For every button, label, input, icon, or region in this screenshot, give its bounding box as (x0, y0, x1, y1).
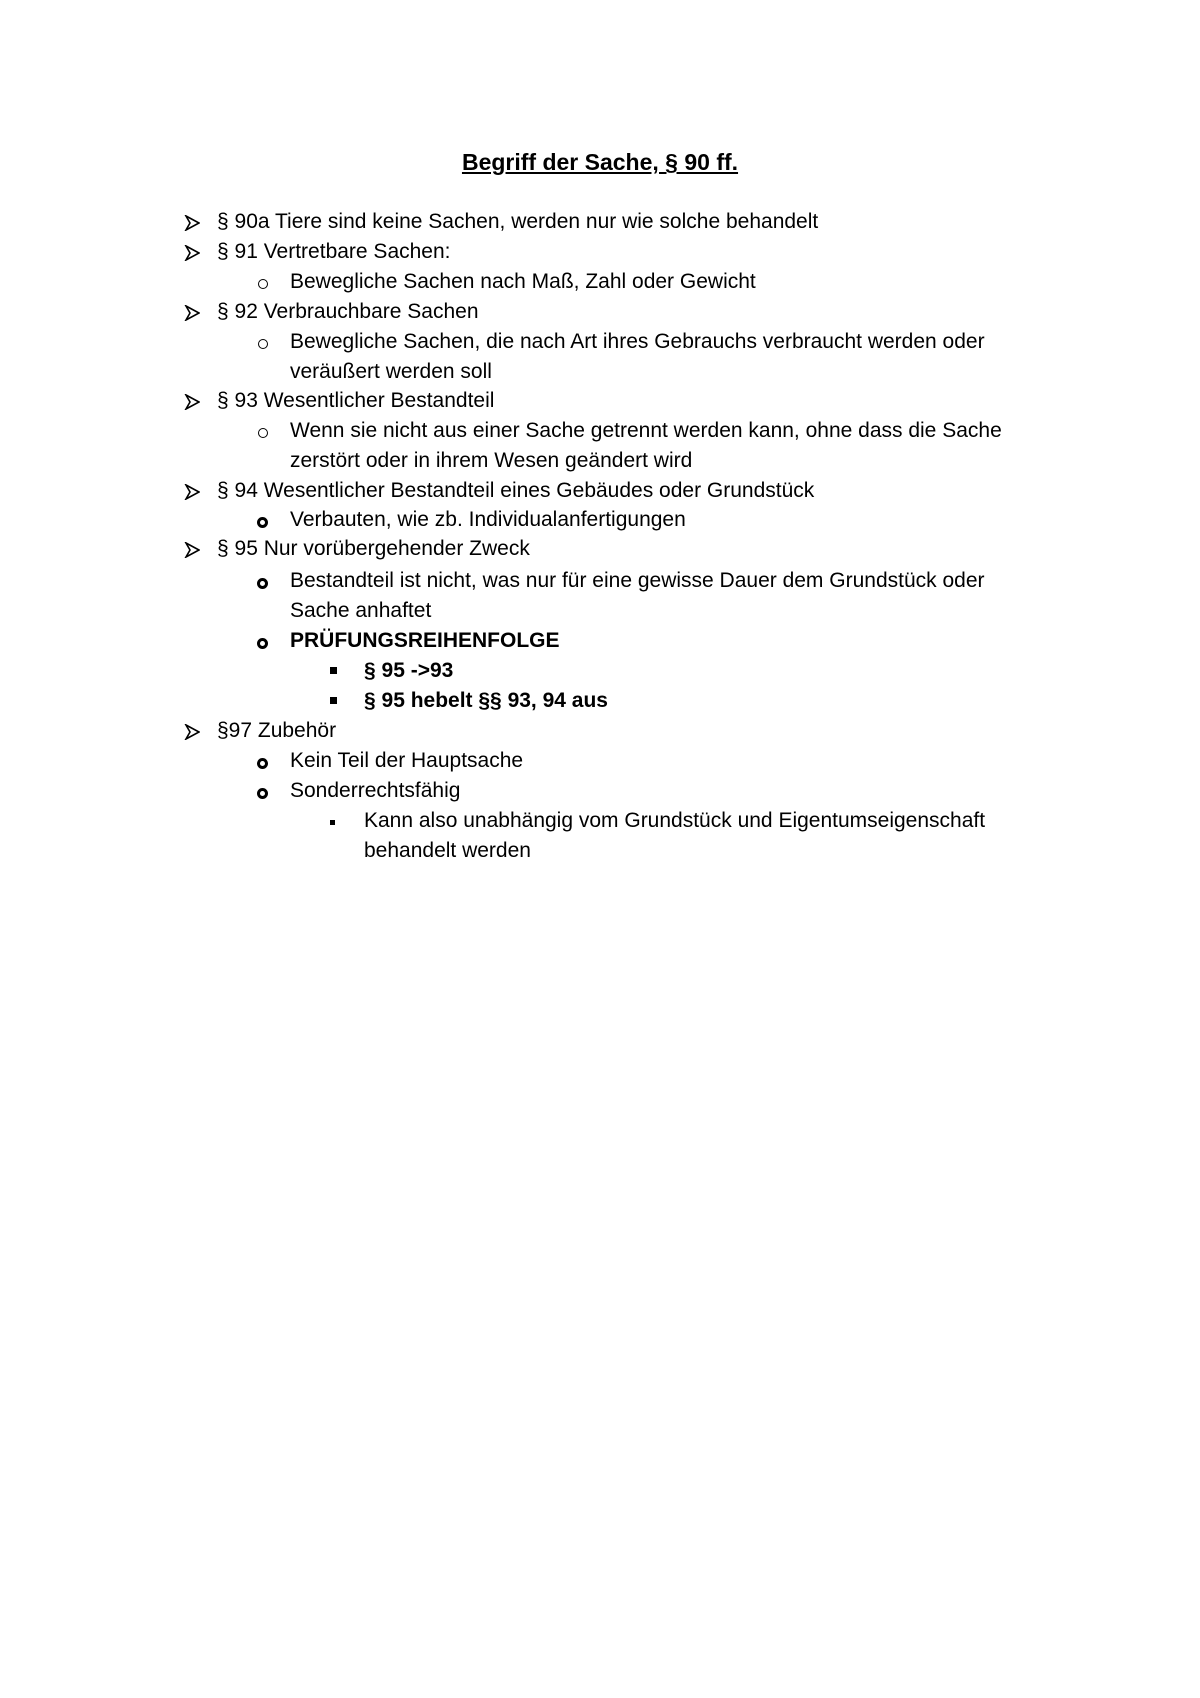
arrow-bullet-icon (184, 484, 200, 500)
circle-bullet-icon (258, 428, 268, 438)
list-item-continuation: behandelt werden (364, 839, 531, 862)
circle-bullet-icon (258, 279, 268, 289)
circle-bullet-icon (257, 517, 268, 528)
list-item: Kann also unabhängig vom Grundstück und Eigentumseigenschaft (364, 809, 986, 832)
list-item: Kein Teil der Hauptsache (290, 749, 524, 772)
arrow-bullet-icon (184, 542, 200, 558)
arrow-bullet-icon (184, 305, 200, 321)
arrow-bullet-icon (184, 724, 200, 740)
list-item-continuation: veräußert werden soll (290, 360, 492, 383)
list-item: § 94 Wesentlicher Bestandteil eines Gebäudes oder Grundstück (217, 479, 815, 502)
circle-bullet-icon (257, 578, 268, 589)
arrow-bullet-icon (184, 394, 200, 410)
list-item: § 95 hebelt §§ 93, 94 aus (364, 689, 608, 712)
list-item: Verbauten, wie zb. Individualanfertigungen (290, 508, 686, 531)
arrow-bullet-icon (184, 215, 200, 231)
list-item: Bestandteil ist nicht, was nur für eine gewisse Dauer dem Grundstück oder (290, 569, 985, 592)
list-item: Sonderrechtsfähig (290, 779, 461, 802)
list-item: § 95 ->93 (364, 659, 454, 682)
list-item: § 92 Verbrauchbare Sachen (217, 300, 479, 323)
list-item-continuation: Sache anhaftet (290, 599, 432, 622)
list-item: § 93 Wesentlicher Bestandteil (217, 389, 495, 412)
square-bullet-icon (330, 697, 337, 704)
circle-bullet-icon (257, 758, 268, 769)
circle-bullet-icon (258, 339, 268, 349)
list-item: § 91 Vertretbare Sachen: (217, 240, 451, 263)
document-title: Begriff der Sache, § 90 ff. (461, 149, 739, 175)
square-bullet-icon (330, 667, 337, 674)
circle-bullet-icon (257, 638, 268, 649)
list-item: Bewegliche Sachen nach Maß, Zahl oder Gewicht (290, 270, 756, 293)
list-item: § 90a Tiere sind keine Sachen, werden nur wie solche behandelt (217, 210, 819, 233)
circle-bullet-icon (257, 788, 268, 799)
list-item: §97 Zubehör (217, 719, 337, 742)
list-item-continuation: zerstört oder in ihrem Wesen geändert wird (290, 449, 693, 472)
list-item: Bewegliche Sachen, die nach Art ihres Gebrauchs verbraucht werden oder (290, 330, 985, 353)
list-item: PRÜFUNGSREIHENFOLGE (290, 629, 560, 652)
arrow-bullet-icon (184, 245, 200, 261)
list-item: Wenn sie nicht aus einer Sache getrennt werden kann, ohne dass die Sache (290, 419, 1002, 442)
list-item: § 95 Nur vorübergehender Zweck (217, 537, 530, 560)
square-bullet-icon (330, 820, 335, 825)
